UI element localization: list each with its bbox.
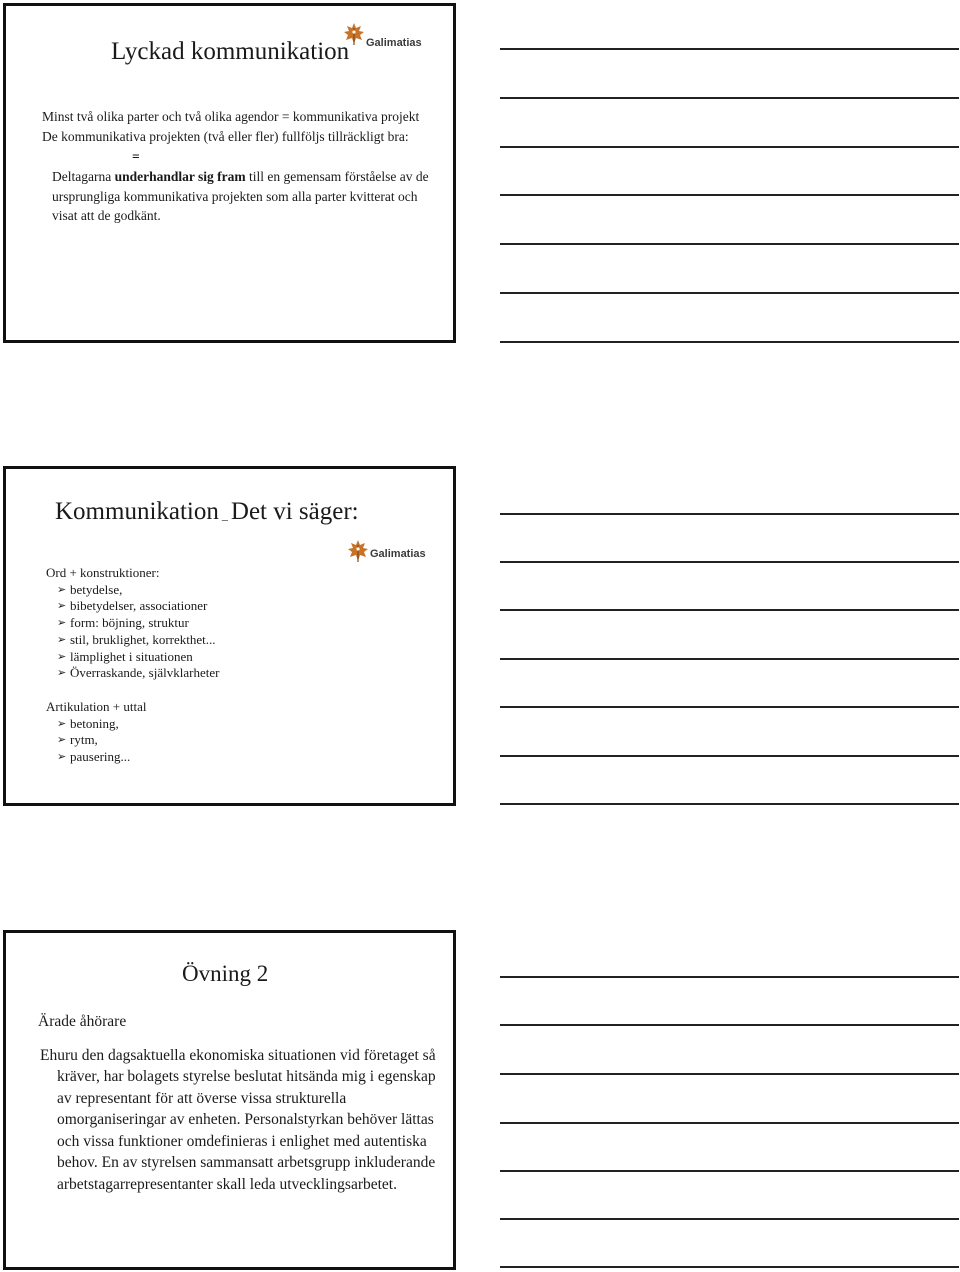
text-span: till en gemensam förståelse av de ursprungliga kommunikativa projekten som alla parter kvitterat och visat att de godkänt. bbox=[52, 169, 429, 223]
arrowhead-bullet-icon: ➢ bbox=[57, 617, 67, 630]
slide-title bbox=[55, 498, 359, 527]
list-item-text: pausering... bbox=[70, 749, 131, 765]
arrowhead-bullet-icon: ➢ bbox=[57, 583, 67, 596]
slide-3 bbox=[3, 930, 456, 1270]
list-item-text: lämplighet i situationen bbox=[70, 648, 193, 664]
arrowhead-bullet-icon: ➢ bbox=[57, 600, 67, 613]
logo-text: Galimatias bbox=[370, 548, 426, 560]
equals-sign: = bbox=[132, 149, 140, 164]
note-line bbox=[500, 513, 959, 515]
note-line bbox=[500, 97, 959, 99]
note-line bbox=[500, 243, 959, 245]
note-line bbox=[500, 803, 959, 805]
list-item bbox=[57, 582, 426, 599]
list-item bbox=[57, 615, 426, 632]
text-span: Deltagarna bbox=[52, 169, 115, 184]
arrowhead-bullet-icon: ➢ bbox=[57, 734, 67, 747]
note-line bbox=[500, 194, 959, 196]
list-item-text: bibetydelser, associationer bbox=[70, 598, 208, 614]
bold-text: underhandlar sig fram bbox=[114, 169, 246, 184]
logo-text: Galimatias bbox=[366, 37, 422, 49]
arrowhead-bullet-icon: ➢ bbox=[57, 667, 67, 680]
arrowhead-bullet-icon: ➢ bbox=[57, 717, 67, 730]
slide-title: Övning 2 bbox=[182, 961, 269, 986]
note-line bbox=[500, 341, 959, 343]
list-item bbox=[57, 732, 426, 749]
note-line bbox=[500, 1122, 959, 1124]
galimatias-logo bbox=[347, 539, 426, 563]
list-item bbox=[57, 665, 426, 682]
note-line bbox=[500, 609, 959, 611]
list-item-text: stil, bruklighet, korrekthet... bbox=[70, 631, 216, 647]
arrowhead-bullet-icon: ➢ bbox=[57, 751, 67, 764]
note-line bbox=[500, 976, 959, 978]
note-line bbox=[500, 755, 959, 757]
word-group bbox=[46, 565, 426, 682]
articulation-group bbox=[46, 699, 426, 766]
list-item-text: betydelse, bbox=[70, 581, 123, 597]
note-line bbox=[500, 561, 959, 563]
group-heading: Ord + konstruktioner: bbox=[46, 565, 160, 580]
galimatias-logo bbox=[343, 19, 422, 49]
arrowhead-bullet-icon: ➢ bbox=[57, 633, 67, 646]
slide-1 bbox=[3, 3, 456, 343]
note-line bbox=[500, 706, 959, 708]
body-line: De kommunikativa projekten (två eller fler) fullföljs tillräckligt bra: bbox=[42, 129, 409, 144]
list-item bbox=[57, 749, 426, 766]
bullet-list bbox=[46, 582, 426, 682]
list-item-text: Överraskande, självklarheter bbox=[70, 665, 220, 681]
list-item bbox=[57, 649, 426, 666]
title-dash: – bbox=[221, 512, 228, 526]
body-paragraph bbox=[42, 167, 437, 226]
list-item-text: rytm, bbox=[70, 732, 98, 748]
note-line bbox=[500, 48, 959, 50]
note-line bbox=[500, 1024, 959, 1026]
slide-body bbox=[42, 107, 437, 226]
note-line bbox=[500, 658, 959, 660]
list-item bbox=[57, 632, 426, 649]
bullet-list bbox=[46, 716, 426, 766]
body-paragraph: Ehuru den dagsaktuella ekonomiska situationen vid företaget så kräver, har bolagets styrelse beslutat hitsända mig i egenskap av representant för att överse vissa strukturella omorganiseringar av enheten. Personalstyrkan behöver lättas och vissa funktioner omdefinieras i enlighet med autentiska behov. En av styrelsen sammansatt arbetsgrupp inkluderande arbetstagarrepresentanter skall leda utvecklingsarbetet. bbox=[40, 1046, 436, 1193]
slide-2 bbox=[3, 466, 456, 806]
note-line bbox=[500, 1170, 959, 1172]
list-item-text: betoning, bbox=[70, 715, 119, 731]
body-line: Minst två olika parter och två olika agendor = kommunikativa projekt bbox=[42, 109, 420, 124]
title-main: Kommunikation bbox=[55, 498, 219, 525]
list-item bbox=[57, 598, 426, 615]
note-line bbox=[500, 292, 959, 294]
list-item bbox=[57, 716, 426, 733]
slide-title: Lyckad kommunikation bbox=[111, 38, 350, 65]
note-line bbox=[500, 1073, 959, 1075]
slide-body bbox=[46, 565, 426, 766]
note-line bbox=[500, 1218, 959, 1220]
autumn-leaf-icon bbox=[347, 539, 369, 563]
group-heading: Artikulation + uttal bbox=[46, 698, 147, 714]
list-item-text: form: böjning, struktur bbox=[70, 615, 189, 631]
note-line bbox=[500, 1266, 959, 1268]
salutation: Ärade åhörare bbox=[38, 1013, 127, 1030]
arrowhead-bullet-icon: ➢ bbox=[57, 650, 67, 663]
note-line bbox=[500, 146, 959, 148]
slide-body bbox=[38, 1011, 438, 1195]
title-sub: Det vi säger: bbox=[230, 498, 359, 525]
